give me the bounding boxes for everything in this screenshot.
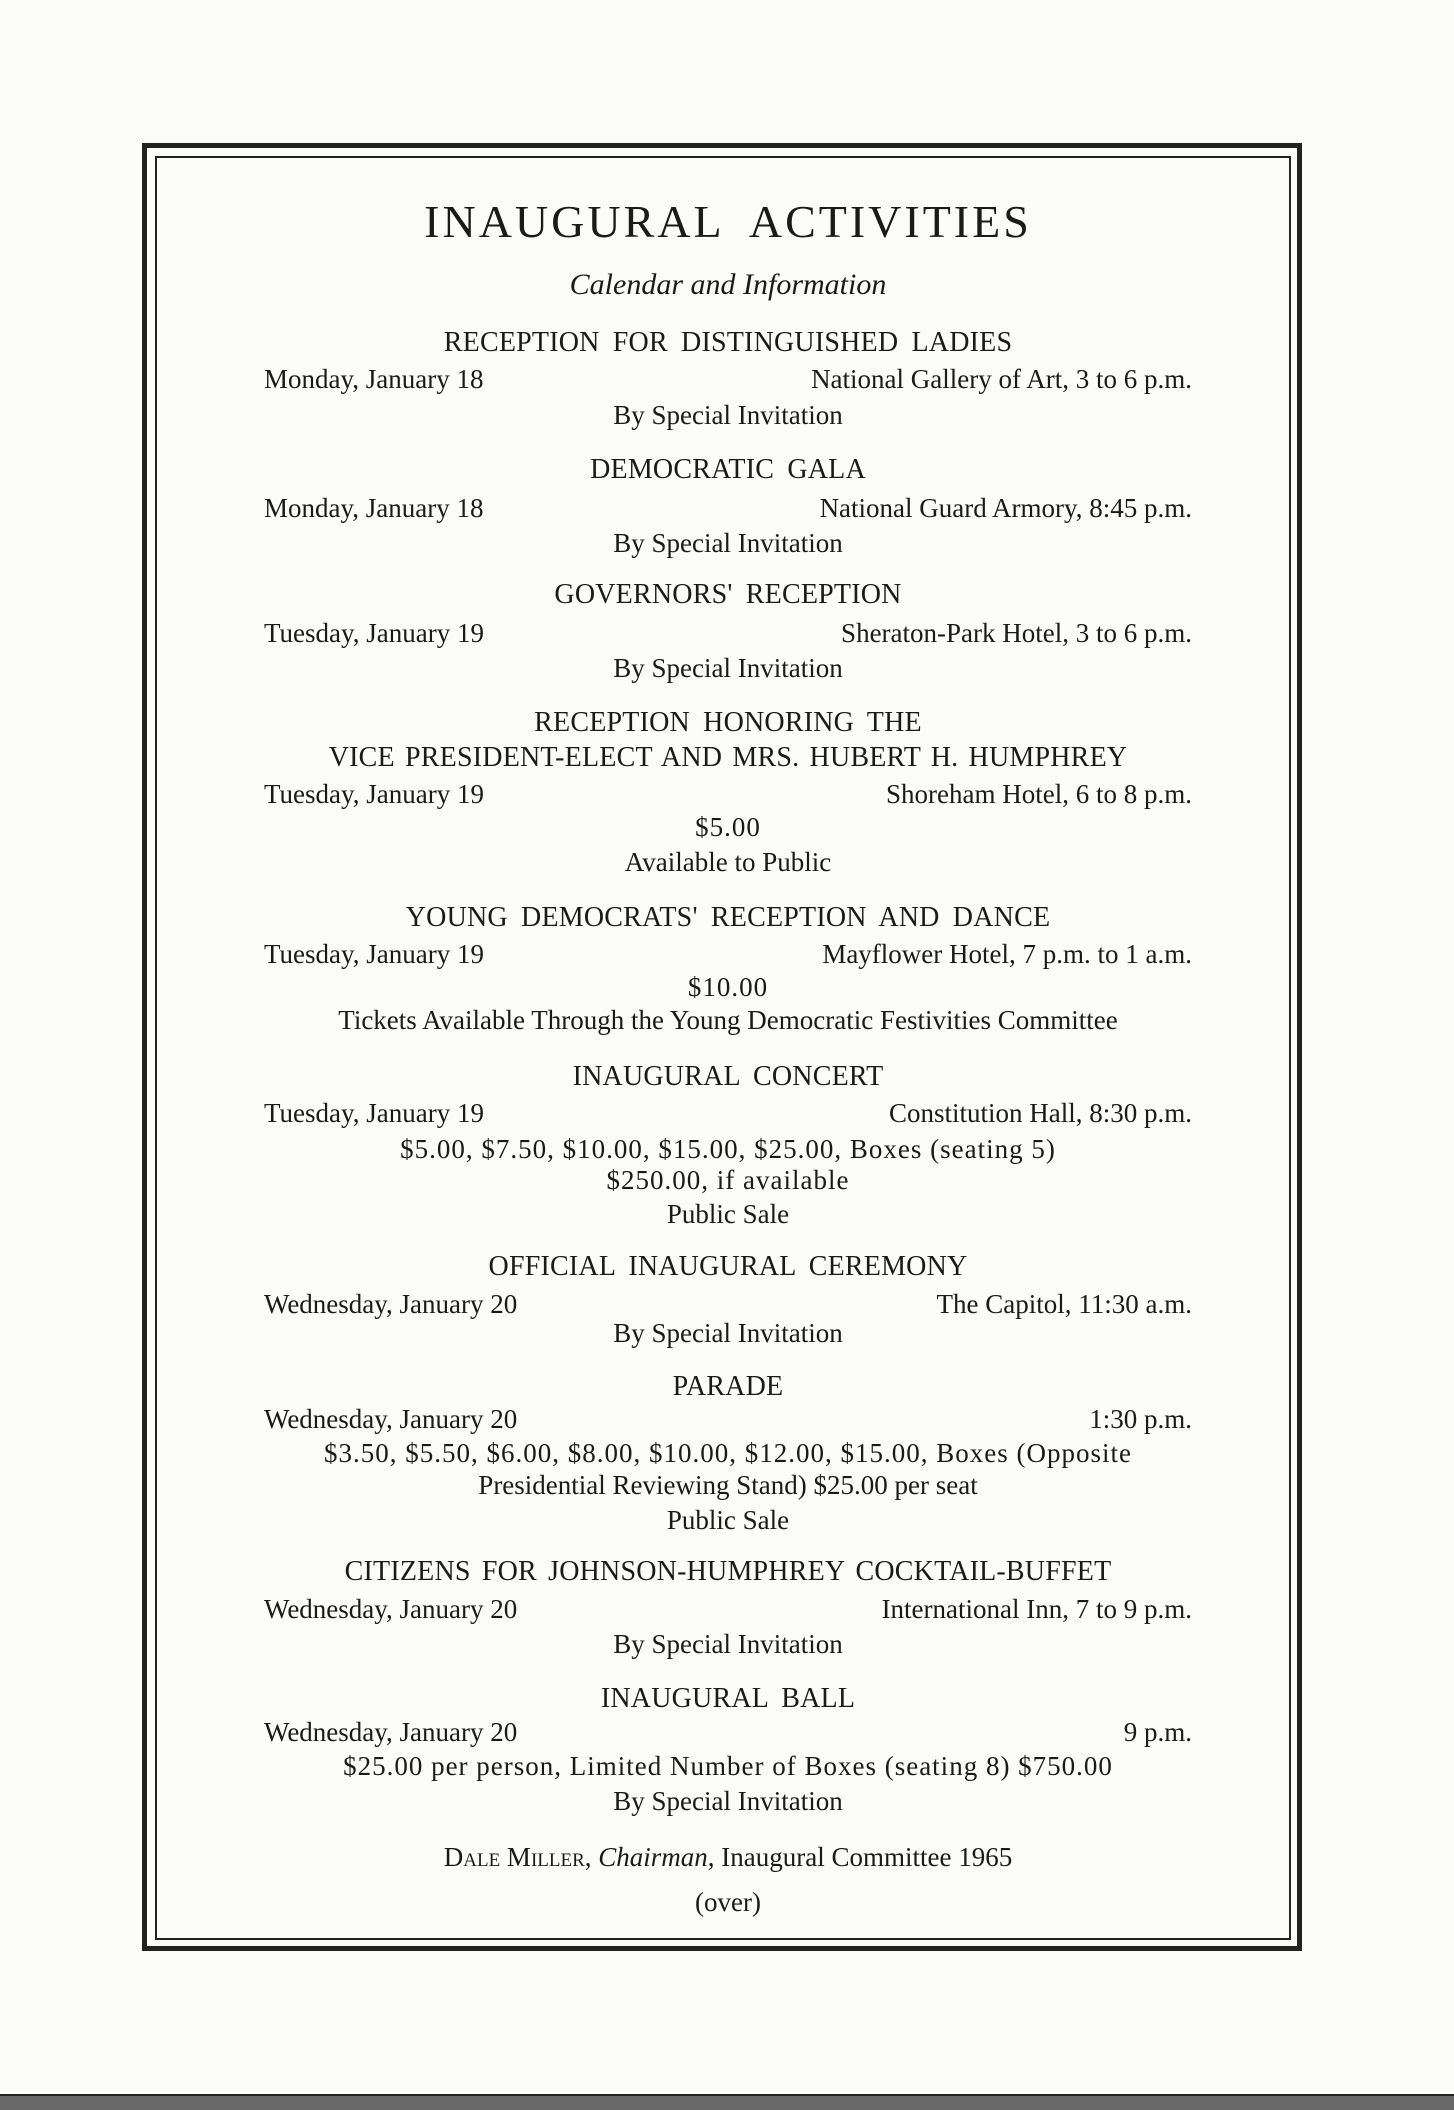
event-detail: Public Sale	[666, 1505, 790, 1535]
page-title: INAUGURAL ACTIVITIES	[424, 196, 1032, 247]
chairman-role: Chairman	[598, 1842, 708, 1872]
event-detail: By Special Invitation	[613, 653, 843, 683]
event-detail: By Special Invitation	[613, 1786, 843, 1816]
event-date: Monday, January 18	[264, 493, 484, 523]
event-detail: Public Sale	[666, 1199, 790, 1229]
event-detail: Tickets Available Through the Young Democratic Festivities Committee	[338, 1005, 1118, 1035]
event-place-time: 9 p.m.	[1123, 1717, 1192, 1747]
signature-line: Dale Miller, Chairman, Inaugural Committee 1965	[443, 1842, 1013, 1872]
event-row	[264, 1401, 1192, 1437]
event-heading: RECEPTION HONORING THE	[534, 707, 922, 738]
event-heading: CITIZENS FOR JOHNSON-HUMPHREY COCKTAIL-BUFFET	[344, 1556, 1112, 1587]
event-detail: By Special Invitation	[613, 1629, 843, 1659]
event-place-time: Sheraton-Park Hotel, 3 to 6 p.m.	[841, 618, 1192, 648]
event-place-time: The Capitol, 11:30 a.m.	[936, 1289, 1192, 1319]
event-date: Tuesday, January 19	[264, 1098, 484, 1128]
event-date: Wednesday, January 20	[264, 1404, 518, 1434]
event-row	[264, 615, 1192, 651]
event-place-time: Mayflower Hotel, 7 p.m. to 1 a.m.	[822, 939, 1192, 969]
event-row	[264, 1714, 1192, 1750]
event-place-time: National Gallery of Art, 3 to 6 p.m.	[811, 364, 1192, 394]
event-place-time: International Inn, 7 to 9 p.m.	[881, 1594, 1192, 1624]
event-price: Presidential Reviewing Stand) $25.00 per seat	[478, 1470, 978, 1500]
event-heading: PARADE	[672, 1371, 784, 1402]
event-detail: By Special Invitation	[613, 400, 843, 430]
event-row	[264, 490, 1192, 526]
event-date: Wednesday, January 20	[264, 1289, 518, 1319]
event-price: $3.50, $5.50, $6.00, $8.00, $10.00, $12.00, $15.00, Boxes (Opposite	[324, 1438, 1132, 1468]
event-date: Monday, January 18	[264, 364, 484, 394]
event-heading: GOVERNORS' RECEPTION	[554, 579, 902, 610]
event-row	[264, 1095, 1192, 1131]
event-row	[264, 361, 1192, 397]
page-subtitle: Calendar and Information	[569, 268, 887, 301]
event-row	[264, 776, 1192, 812]
chairman-name: Dale Miller	[443, 1842, 585, 1872]
event-price: $250.00, if available	[606, 1165, 850, 1195]
event-place-time: National Guard Armory, 8:45 p.m.	[819, 493, 1192, 523]
event-price: $5.00	[695, 812, 761, 842]
event-date: Tuesday, January 19	[264, 618, 484, 648]
event-date: Wednesday, January 20	[264, 1594, 518, 1624]
event-detail: By Special Invitation	[613, 528, 843, 558]
event-date: Tuesday, January 19	[264, 779, 484, 809]
event-heading: DEMOCRATIC GALA	[590, 454, 866, 485]
committee-name: Inaugural Committee 1965	[721, 1842, 1013, 1872]
event-date: Wednesday, January 20	[264, 1717, 518, 1747]
event-heading: INAUGURAL CONCERT	[572, 1061, 884, 1092]
event-heading: INAUGURAL BALL	[600, 1683, 856, 1714]
event-place-time: Constitution Hall, 8:30 p.m.	[888, 1098, 1192, 1128]
event-row	[264, 1591, 1192, 1627]
event-detail: By Special Invitation	[613, 1318, 843, 1348]
event-place-time: 1:30 p.m.	[1089, 1404, 1192, 1434]
event-price: $10.00	[687, 972, 769, 1002]
event-price: $25.00 per person, Limited Number of Boxes (seating 8) $750.00	[343, 1751, 1113, 1781]
event-date: Tuesday, January 19	[264, 939, 484, 969]
event-price: $5.00, $7.50, $10.00, $15.00, $25.00, Boxes (seating 5)	[400, 1134, 1056, 1164]
event-heading: RECEPTION FOR DISTINGUISHED LADIES	[443, 327, 1013, 358]
event-heading: YOUNG DEMOCRATS' RECEPTION AND DANCE	[405, 902, 1051, 933]
event-detail: Available to Public	[624, 847, 832, 877]
event-place-time: Shoreham Hotel, 6 to 8 p.m.	[886, 779, 1192, 809]
event-heading: VICE PRESIDENT-ELECT AND MRS. HUBERT H. HUMPHREY	[328, 742, 1128, 773]
event-heading: OFFICIAL INAUGURAL CEREMONY	[488, 1251, 968, 1282]
event-row	[264, 936, 1192, 972]
over-note: (over)	[695, 1887, 761, 1917]
